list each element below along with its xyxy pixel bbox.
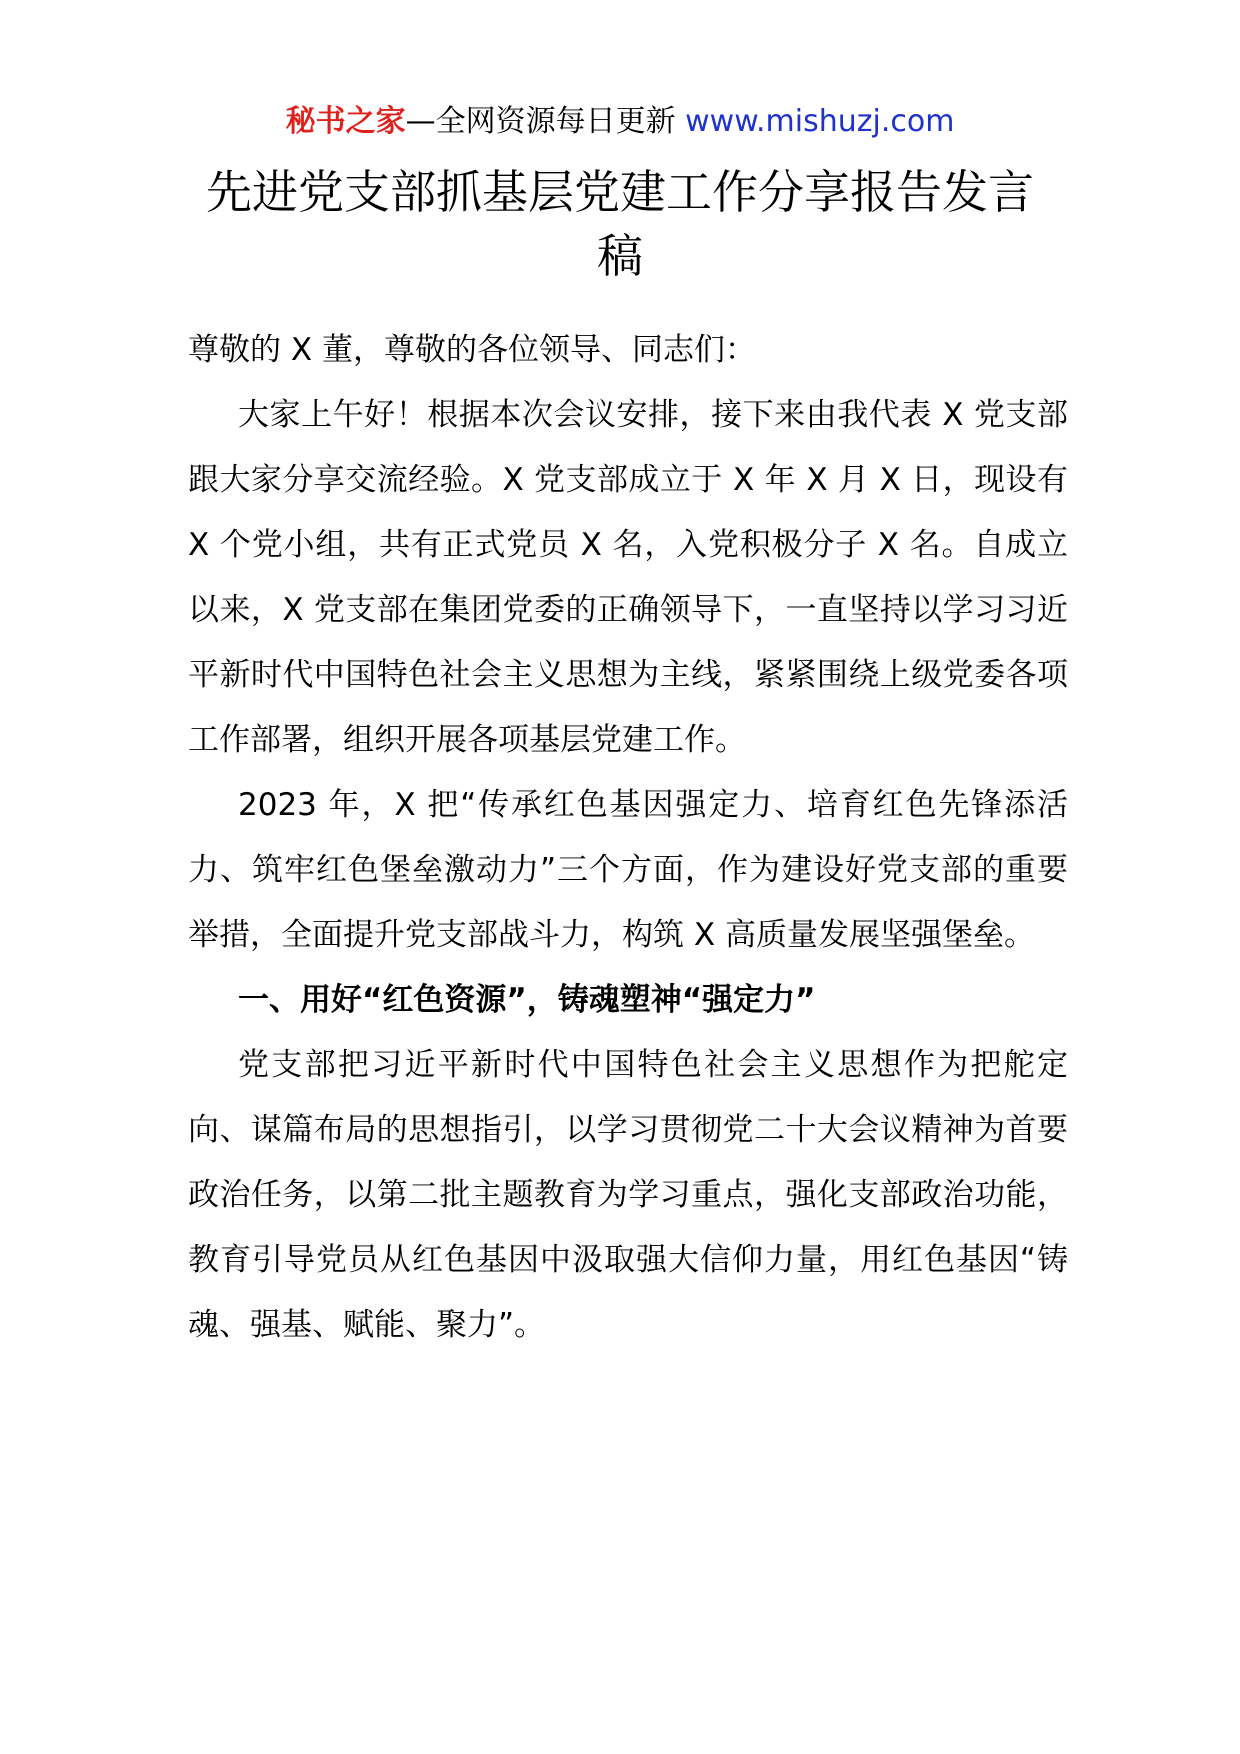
section-heading-1: 一、用好“红色资源”，铸魂塑神“强定力” (238, 982, 816, 1018)
paragraph-intro: 大家上午好！根据本次会议安排，接下来由我代表 X 党支部跟大家分享交流经验。X 党支部成立于 X 年 X 月 X 日，现设有 X 个党小组，共有正式党员 X 名，入党积极分子 X 名。自成立以来，X 党支部在集团党委的正确领导下，一直坚持以学习习近平新时代中国特色社会主义思想为主线，紧紧围绕上级党委各项工作部署，组织开展各项基层党建工作。 (188, 397, 1068, 758)
header-slogan: —全网资源每日更新 (405, 104, 686, 139)
site-url-link[interactable]: www.mishuzj.com (685, 104, 955, 139)
document-title: 先进党支部抓基层党建工作分享报告发言稿 (206, 165, 1034, 283)
document-body (188, 318, 1068, 1358)
brand-name: 秘书之家 (285, 104, 406, 139)
paragraph-overview: 2023 年，X 把“传承红色基因强定力、培育红色先锋添活力、筑牢红色堡垒激动力”三个方面，作为建设好党支部的重要举措，全面提升党支部战斗力，构筑 X 高质量发展坚强堡垒。 (188, 787, 1068, 953)
paragraph-section-1: 党支部把习近平新时代中国特色社会主义思想作为把舵定向、谋篇布局的思想指引，以学习贯彻党二十大会议精神为首要政治任务，以第二批主题教育为学习重点，强化支部政治功能，教育引导党员从红色基因中汲取强大信仰力量，用红色基因“铸魂、强基、赋能、聚力”。 (188, 1047, 1068, 1343)
salutation: 尊敬的 X 董，尊敬的各位领导、同志们： (188, 332, 756, 368)
watermark-header (0, 100, 1240, 144)
